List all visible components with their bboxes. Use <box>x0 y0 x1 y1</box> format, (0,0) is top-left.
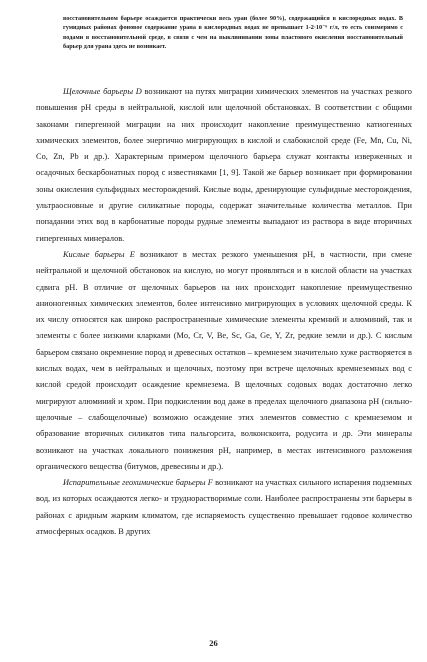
paragraph-body: возникают в местах резкого уменьшения pH, в частности, при смене нейтральной и щелочной обстановок на кислую, но могут проявляться и в кислой области на участках сдвига pH. В отличие от щелочных барьеров на них происходит накопление преимущественно анионогенных химических элементов, более интенсивно мигрирующих в условиях щелочной среды. К их числу относятся как широко распространенные химические элементы кремний и алюминий, так и элементы с более низкими кларками (Mo, Cr, V, Be, Sc, Ga, Ge, Y, Zr, редкие земли и др.). С кислым барьером связано окремнение пород и древесных остатков – кремнезем значительно хуже растворяется в кислых водах, чем в нейтральных и щелочных, поэтому при встрече щелочных кремнеземных вод с кислой средой происходит осаждение кремнезема. В щелочных содовых водах достаточно легко мигрируют алюминий и хром. При подкислении вод даже в пределах щелочного диапазона pH (сильно-щелочные – слабощелочные) возможно осаждение этих элементов совместно с кремнеземом и образование вторичных силикатов типа пальгорсита, волконскоита, родусита и др. Эти минералы возникают на участках локального понижения pH, например, в местах интенсивного разложения органического вещества (битумов, древесины и др.). <box>36 249 412 471</box>
paragraph-lead: Кислые барьеры E <box>63 249 135 259</box>
paragraph-alkaline-barriers <box>36 84 412 247</box>
paragraph-acid-barriers <box>36 247 412 475</box>
page-number: 26 <box>209 638 218 648</box>
main-text <box>36 84 412 540</box>
footnote-text: восстановительном барьере осаждается практически весь уран (более 90%), содержащийся в кислородных водах. В гумидных районах фоновое содержание урана в кислородных водах не превышает 1-2·10⁻⁶ г/л, то есть соизмеримо с водами в восстановительной среде, в связи с чем на выклинивании зоны пластового окисления восстановительный барьер для урана здесь не возникает. <box>63 15 403 50</box>
paragraph-body: возникают на путях миграции химических элементов на участках резкого повышения pH среды в нейтральной, кислой или щелочной обстановках. В соответствии с общими законами гипергенной миграции на них происходит накопление преимущественно катиогенных химических элементов, более энергично мигрирующих в кислой и слабокислой среде (Fe, Mn, Cu, Ni, Co, Zn, Pb и др.). Характерным примером щелочного барьера служат контакты изверженных и осадочных бескарбонатных пород с известняками [1, 9]. Такой же барьер возникает при формировании зоны окисления сульфидных месторождений. Кислые воды, дренирующие сульфидные месторождения, ультраосновные и другие силикатные породы, содержат значительные количества металлов. При попадании этих вод в карбонатные породы рудные элементы выпадают из раствора в виде вторичных гипергенных минералов. <box>36 87 412 243</box>
paragraph-lead: Испарительные геохимические барьеры F <box>63 478 213 488</box>
paragraph-lead: Щелочные барьеры D <box>63 87 142 96</box>
paragraph-body: возникают на участках сильного испарения подземных вод, из которых осаждаются легко- и труднорастворимые соли. Наиболее распространены эти барьеры в районах с аридным жарким климатом, где испаряемость существенно превышает годовое количество атмосферных осадков. В других <box>36 478 412 537</box>
paragraph-evaporation-barriers <box>36 475 412 540</box>
